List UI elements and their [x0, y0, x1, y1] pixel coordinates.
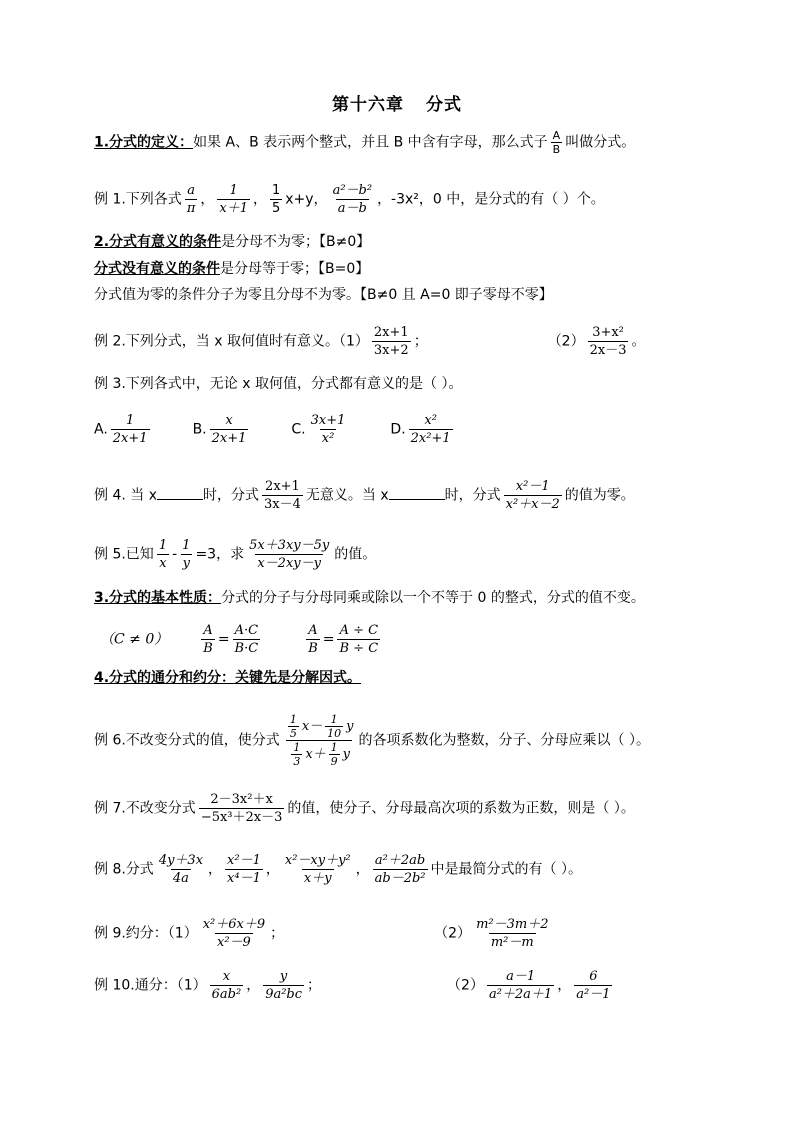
example-3-options: A. $\frac{1}{2x+1}$ B. $\frac{x}{2x+1}$ C. $\frac{3x+1}{\text{x²}}$ D. $\frac{\text{x²}}{\text{2x²+1}}$ [94, 413, 451, 446]
option-c: C. [291, 421, 306, 438]
example-1: 例 1.下列各式 $\frac{a}{\pi}$ ， $\frac{1}{x+1}$ ， $\frac{1}{5}$ x+y， $\frac{\text{a²－b²}}{a-b}$ ，-3x²，0 中，是分式的有（ ）个。 [94, 183, 605, 216]
chapter-title-name: 分式 [426, 95, 462, 115]
example-1-fraction-4: $\frac{\text{a²－b²}}{a-b}$ [332, 183, 373, 216]
example-3: 例 3.下列各式中，无论 x 取何值，分式都有意义的是（ ）。 [94, 376, 463, 392]
example-1-fraction-3: $\frac{1}{5}$ [271, 183, 281, 216]
section-3-property: 3.分式的基本性质：分式的分子与分母同乘或除以一个不等于 0 的整式，分式的值不变。 [94, 590, 645, 606]
example-8: 例 8.分式 $\frac{4y+3x}{4a}$ ， $\frac{\text{x²－1}}{\text{x⁴－1}}$ ， $\frac{\text{x²－xy＋y²}}{x+y}$ ， $\frac{\text{a²＋2ab}}{\text{ab－2b²}}$ 中是最简分式的有（ ）。 [94, 853, 582, 886]
example-4: 例 4. 当 x 时，分式 $\frac{2x+1}{3x-4}$ 无意义。当 x 时，分式 $\frac{\text{x²－1}}{\text{x²＋x－2}}$ 的值为零。 [94, 479, 635, 512]
section-2-line-1: 2.分式有意义的条件是分母不为零；【B≠0】 [94, 234, 371, 250]
example-10: 例 10.通分：（1） $\frac{x}{\text{6ab²}}$ ， $\frac{y}{\text{9a²bc}}$ ； （2） $\frac{a-1}{\text{a²＋2a＋1}}$ ， $\frac{6}{\text{a²－1}}$ [94, 969, 611, 1002]
section-1-definition [94, 129, 635, 156]
section-1-text-a: 如果 A、B 表示两个整式，并且 B 中含有字母，那么式子 [193, 134, 548, 151]
example-2-fraction-2: $\frac{\text{3+x²}}{2x-3}$ [589, 325, 627, 358]
section-3-formulas: （C ≠ 0） $\frac{A}{B}$ = $\frac{A\cdot C}{B\cdot C}$ $\frac{A}{B}$ = $\frac{A \div C}{B \div C}$ [100, 623, 379, 656]
answer-blank[interactable] [157, 485, 203, 500]
example-6-complex-fraction: $\frac{1}{5}$ x－ $\frac{1}{10}$ y $\frac{1}{3}$ x＋ $\frac{1}{9}$ y [283, 713, 356, 768]
example-2: 例 2.下列分式，当 x 取何值时有意义。（1） $\frac{2x+1}{3x+2}$ ； （2） $\frac{\text{3+x²}}{2x-3}$ 。 [94, 325, 646, 358]
example-6: 例 6.不改变分式的值，使分式 $\frac{1}{5}$ x－ $\frac{1}{10}$ y $\frac{1}{3}$ x＋ $\frac{1}{9}$ y 的各项系数化为整数，分子、分母应乘以（ ）。 [94, 713, 650, 768]
example-1-question: ，-3x²，0 中，是分式的有（ ）个。 [377, 191, 605, 208]
example-5: 例 5.已知 $\frac{1}{x}$ - $\frac{1}{y}$ =3，求 $\frac{5x+3xy-5y}{x-2xy-y}$ 的值。 [94, 538, 377, 571]
section-2-line-3: 分式值为零的条件分子为零且分母不为零。【B≠0 且 A=0 即子零母不零】 [94, 287, 553, 303]
chapter-title [0, 90, 794, 115]
fraction-a-over-b: $\frac{A}{B}$ [552, 129, 561, 156]
example-2-fraction-1: $\frac{2x+1}{3x+2}$ [373, 325, 409, 358]
section-2-no-meaning-label: 分式没有意义的条件 [94, 261, 220, 277]
section-2-line-2: 分式没有意义的条件是分母等于零；【B=0】 [94, 261, 370, 277]
section-3-label: 3.分式的基本性质： [94, 590, 222, 606]
option-d: D. [390, 421, 406, 438]
example-1-fraction-1: $\frac{a}{\pi}$ [186, 183, 196, 216]
example-9: 例 9.约分：（1） $\frac{\text{x²＋6x＋9}}{\text{x²－9}}$ ； （2） $\frac{\text{m²－3m＋2}}{\text{m²－m}}$ [94, 917, 549, 950]
answer-blank[interactable] [389, 485, 445, 500]
option-b: B. [192, 421, 207, 438]
option-a: A. [94, 421, 108, 438]
example-7: 例 7.不改变分式 $\frac{\text{2－3x²＋x}}{\text{−5x³＋2x－3}}$ 的值，使分子、分母最高次项的系数为正数，则是（ ）。 [94, 792, 635, 825]
section-4-heading [94, 668, 361, 688]
chapter-title-number: 第十六章 [332, 95, 404, 115]
section-1-text-b: 叫做分式。 [565, 134, 636, 151]
example-1-fraction-2: $\frac{1}{x+1}$ [219, 183, 248, 216]
section-2-label: 2.分式有意义的条件 [94, 234, 222, 250]
example-1-prefix: 例 1.下列各式 [94, 191, 182, 208]
section-1-label: 1.分式的定义： [94, 134, 194, 151]
section-4-label: 4.分式的通分和约分：关键先是分解因式。 [94, 670, 362, 686]
